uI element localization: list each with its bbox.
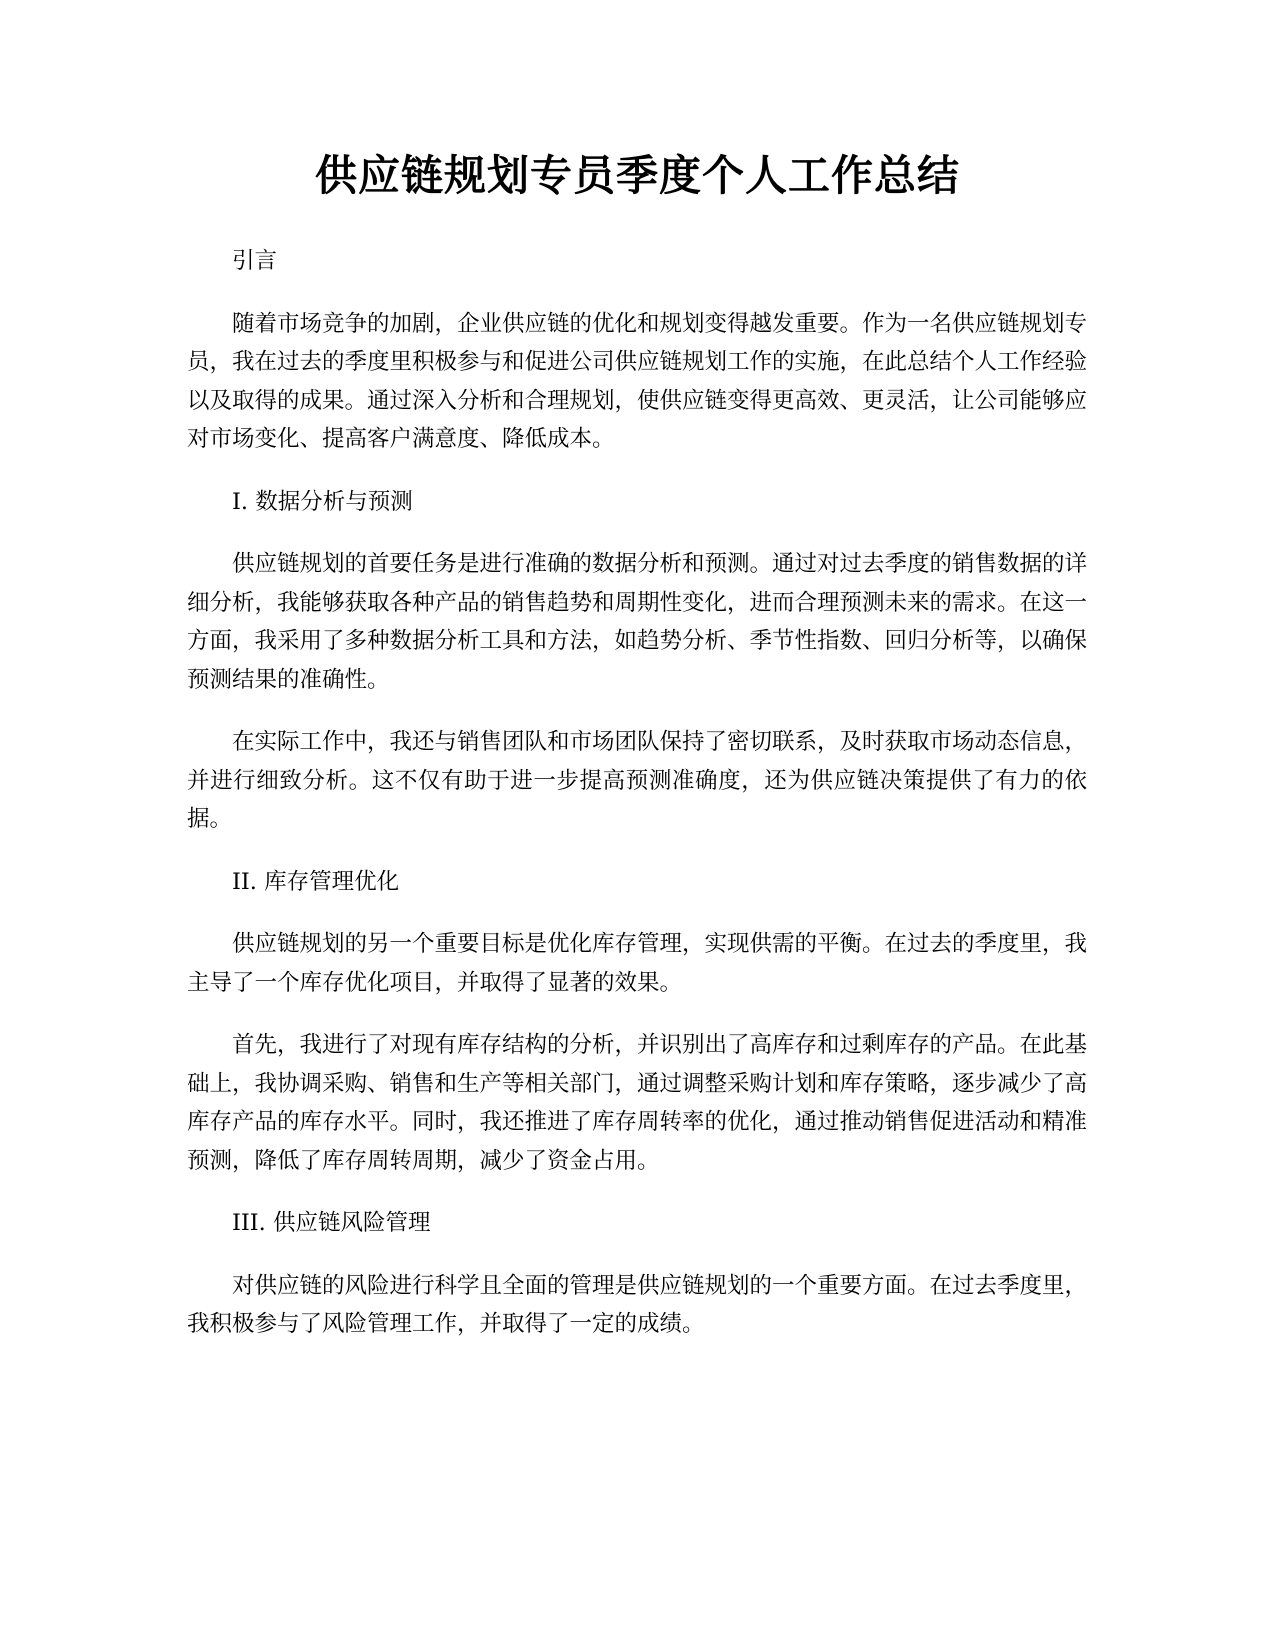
section-heading-risk: III. 供应链风险管理 (232, 1210, 431, 1236)
paragraph: 供应链规划的首要任务是进行准确的数据分析和预测。通过对过去季度的销售数据的详细分析，我能够获取各种产品的销售趋势和周期性变化，进而合理预测未来的需求。在这一方面，我采用了多种数据分析工具和方法，如趋势分析、季节性指数、回归分析等，以确保预测结果的准确性。 (187, 551, 1088, 693)
section-heading-data-analysis: I. 数据分析与预测 (232, 488, 413, 515)
document-title: 供应链规划专员季度个人工作总结 (314, 151, 960, 200)
paragraph: 对供应链的风险进行科学且全面的管理是供应链规划的一个重要方面。在过去季度里，我积极参与了风险管理工作，并取得了一定的成绩。 (187, 1272, 1088, 1337)
paragraph: 在实际工作中，我还与销售团队和市场团队保持了密切联系，及时获取市场动态信息，并进行细致分析。这不仅有助于进一步提高预测准确度，还为供应链决策提供了有力的依据。 (187, 729, 1088, 832)
document-body (187, 242, 1087, 1368)
paragraph: 供应链规划的另一个重要目标是优化库存管理，实现供需的平衡。在过去的季度里，我主导了一个库存优化项目，并取得了显著的效果。 (187, 931, 1088, 996)
section-heading-inventory: II. 库存管理优化 (232, 868, 400, 895)
paragraph: 随着市场竞争的加剧，企业供应链的优化和规划变得越发重要。作为一名供应链规划专员，我在过去的季度里积极参与和促进公司供应链规划工作的实施，在此总结个人工作经验以及取得的成果。通过深入分析和合理规划，使供应链变得更高效、更灵活，让公司能够应对市场变化、提高客户满意度、降低成本。 (187, 310, 1088, 452)
section-heading-intro: 引言 (232, 248, 278, 274)
paragraph: 首先，我进行了对现有库存结构的分析，并识别出了高库存和过剩库存的产品。在此基础上，我协调采购、销售和生产等相关部门，通过调整采购计划和库存策略，逐步减少了高库存产品的库存水平。同时，我还推进了库存周转率的优化，通过推动销售促进活动和精准预测，降低了库存周转周期，减少了资金占用。 (187, 1032, 1088, 1174)
